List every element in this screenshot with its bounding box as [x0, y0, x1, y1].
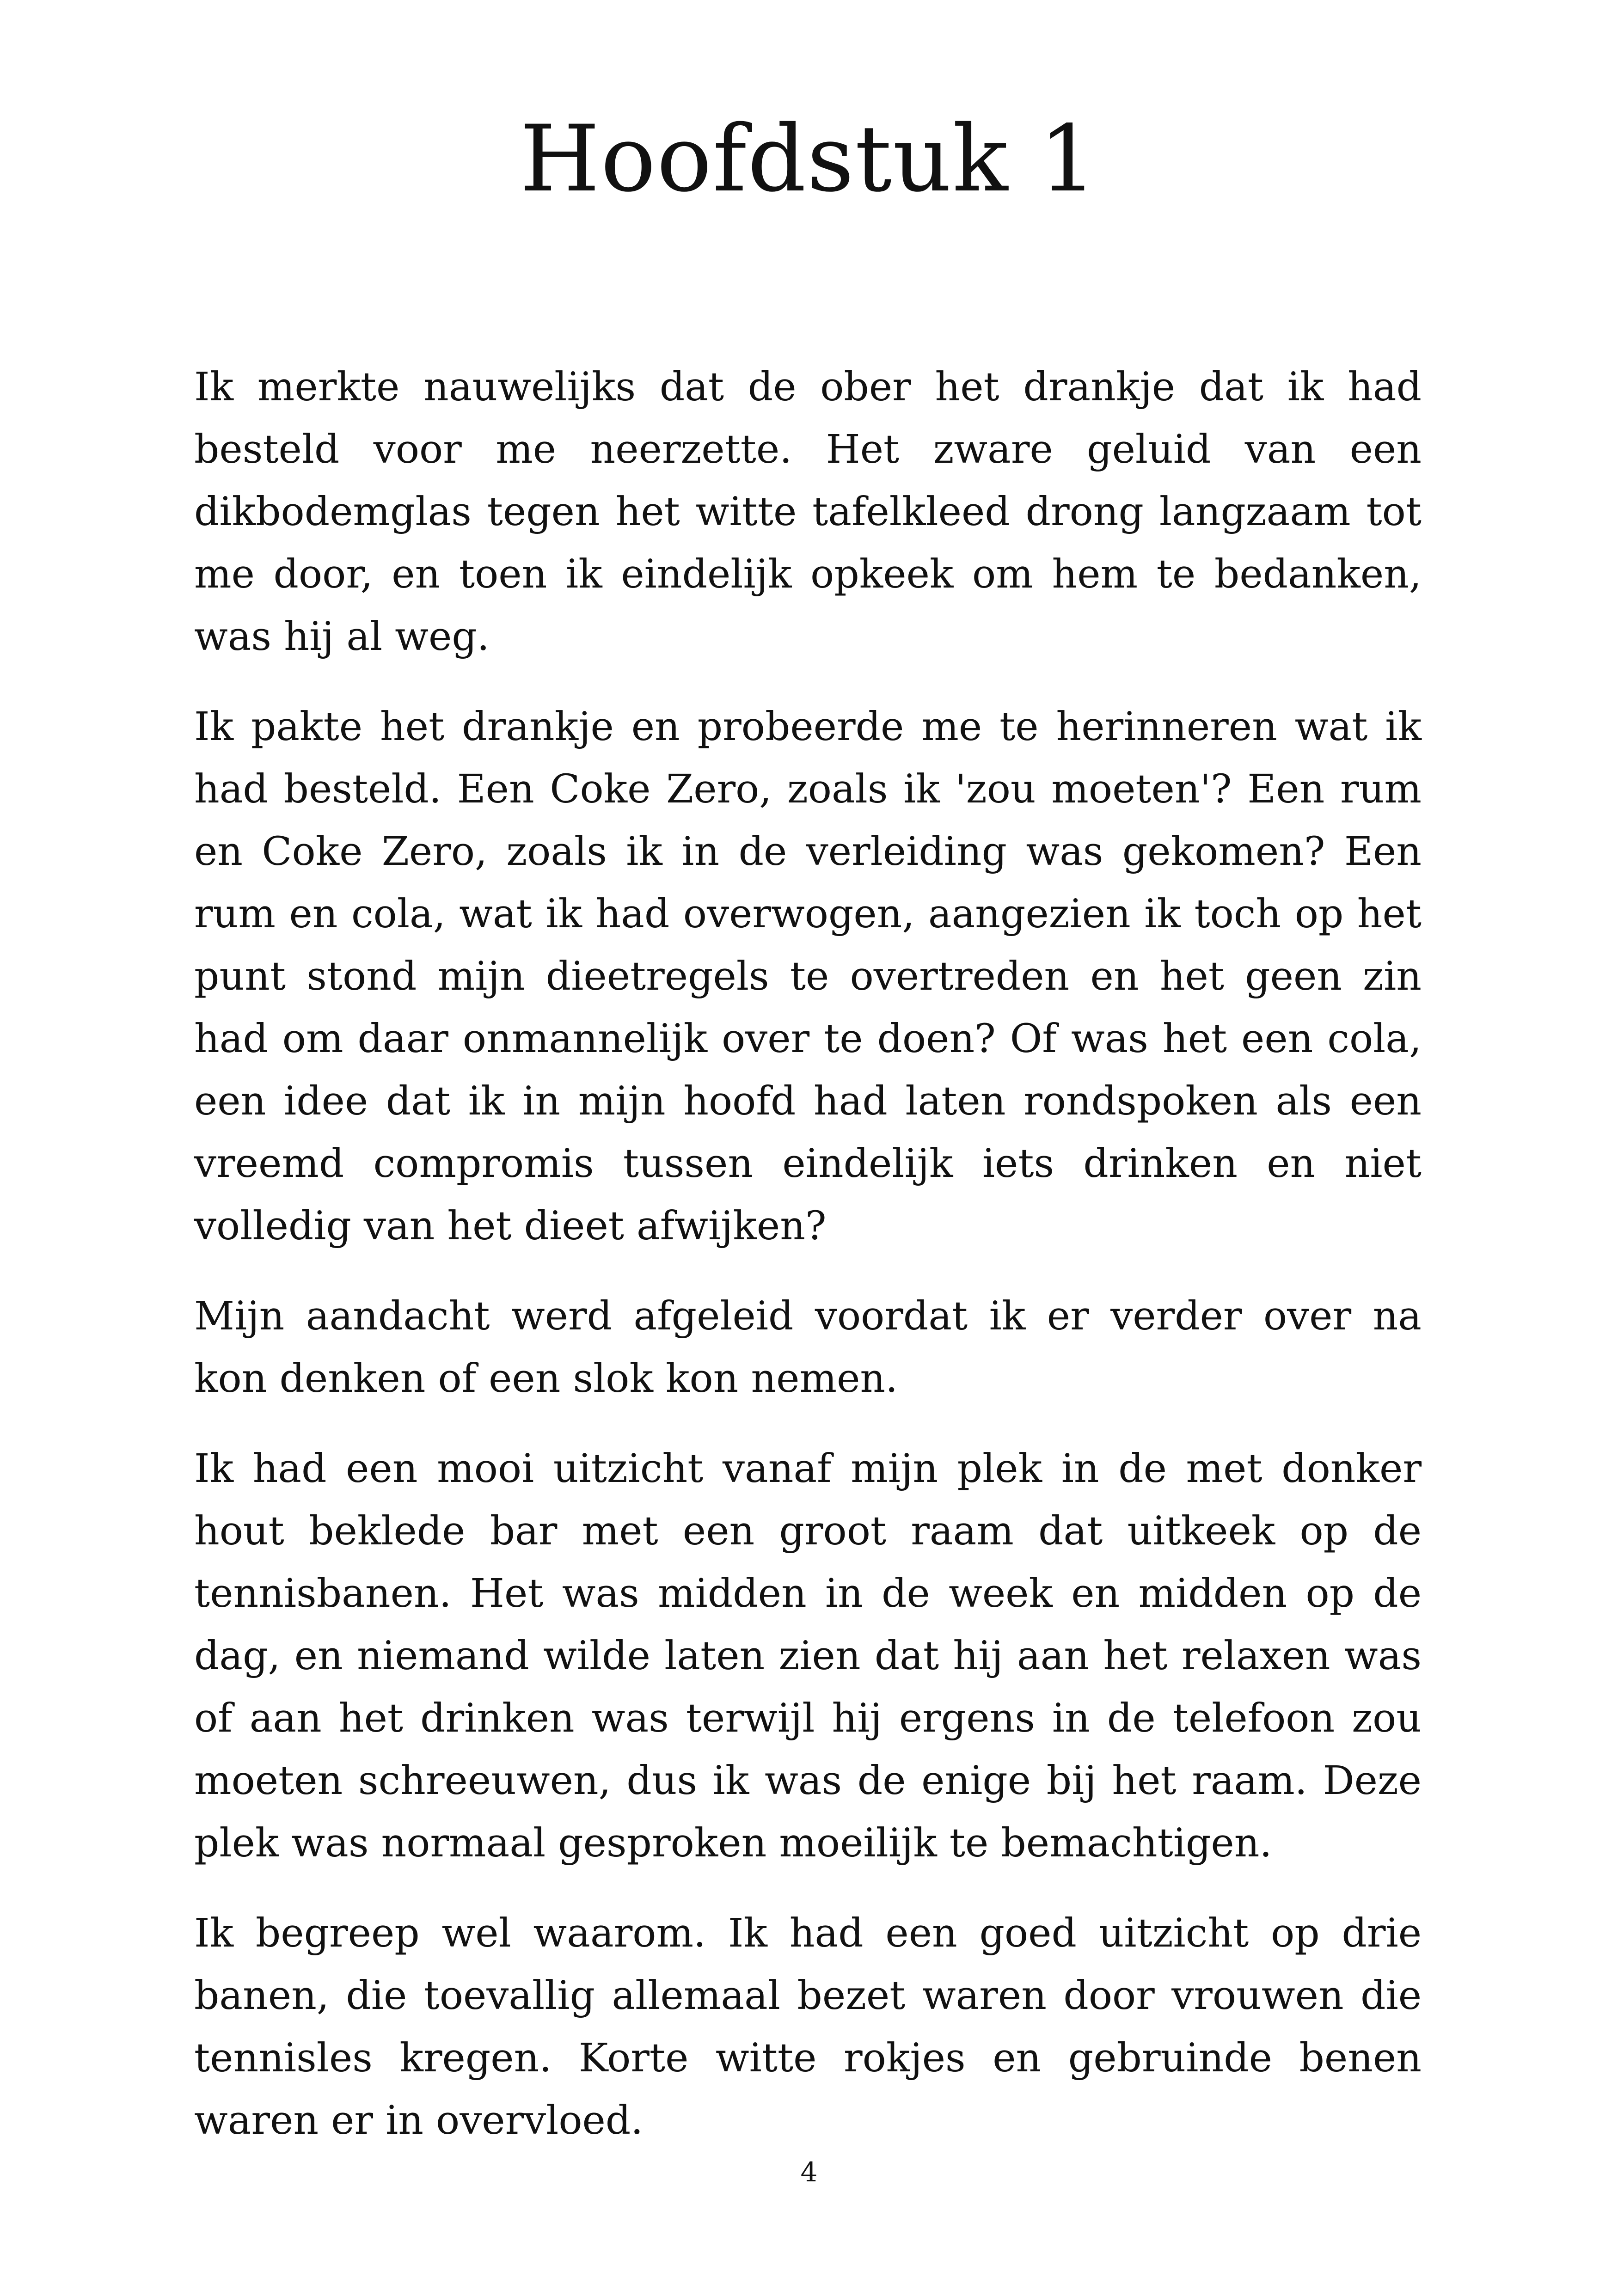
chapter-body [194, 356, 1422, 2180]
paragraph-3: Mijn aandacht werd afgeleid voordat ik er verder over na kon denken of een slok kon nemen. [194, 1293, 1422, 1402]
paragraph-4: Ik had een mooi uitzicht vanaf mijn plek in de met donker hout beklede bar met een groot raam dat uitkeek op de tennisbanen. Het was midden in de week en midden op de dag, en niemand wilde laten zien dat hij aan het relaxen was of aan het drinken was terwijl hij ergens in de telefoon zou moeten schreeuwen, dus ik was de enige bij het raam. Deze plek was normaal gesproken moeilijk te bemachtigen. [194, 1446, 1422, 1866]
page-number: 4 [800, 2156, 818, 2188]
paragraph-1: Ik merkte nauwelijks dat de ober het drankje dat ik had besteld voor me neerzette. Het zware geluid van een dikbodemglas tegen het witte tafelkleed drong langzaam tot me door, en toen ik eindelijk opkeek om hem te bedanken, was hij al weg. [194, 364, 1422, 660]
chapter-title: Hoofdstuk 1 [520, 105, 1098, 212]
paragraph-2: Ik pakte het drankje en probeerde me te herinneren wat ik had besteld. Een Coke Zero, zoals ik 'zou moeten'? Een rum en Coke Zero, zoals ik in de verleiding was gekomen? Een rum en cola, wat ik had overwogen, aangezien ik toch op het punt stond mijn dieetregels te overtreden en het geen zin had om daar onmannelijk over te doen? Of was het een cola, een idee dat ik in mijn hoofd had laten rondspoken als een vreemd compromis tussen eindelijk iets drinken en niet volledig van het dieet afwijken? [194, 704, 1422, 1249]
paragraph-5: Ik begreep wel waarom. Ik had een goed uitzicht op drie banen, die toevallig allemaal bezet waren door vrouwen die tennisles kregen. Korte witte rokjes en gebruinde benen waren er in overvloed. [194, 1910, 1422, 2143]
